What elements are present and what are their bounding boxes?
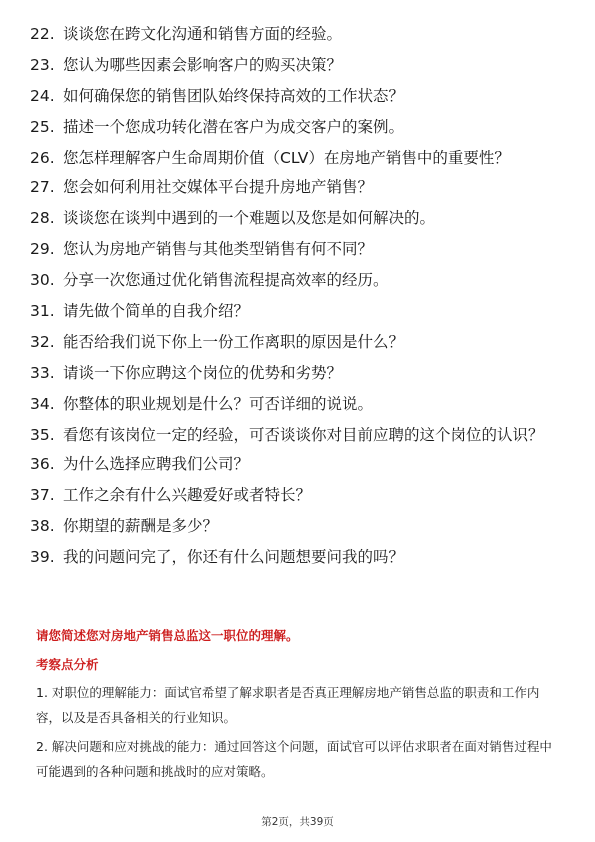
- question-text: 如何确保您的销售团队始终保持高效的工作状态？: [63, 87, 405, 105]
- question-item: [0, 86, 595, 107]
- analysis-point: 1. 对职位的理解能力：面试官希望了解求职者是否真正理解房地产销售总监的职责和工作内容，以及是否具备相关的行业知识。: [36, 685, 540, 725]
- question-item: [0, 239, 595, 260]
- question-text: 为什么选择应聘我们公司？: [63, 455, 250, 473]
- question-number: 27.: [30, 178, 55, 196]
- page-footer: 第2页，共39页: [261, 816, 334, 828]
- analysis-heading: 考察点分析: [36, 657, 99, 672]
- question-text: 你整体的职业规划是什么？可否详细的说说。: [63, 395, 374, 413]
- question-item: [0, 148, 595, 169]
- question-item: [0, 332, 595, 353]
- interview-prompt: 请您简述您对房地产销售总监这一职位的理解。: [36, 628, 299, 643]
- question-text: 请谈一下你应聘这个岗位的优势和劣势？: [63, 364, 343, 382]
- question-number: 37.: [30, 486, 55, 504]
- question-item: [0, 363, 595, 384]
- question-number: 28.: [30, 209, 55, 227]
- question-text: 您认为房地产销售与其他类型销售有何不同？: [63, 240, 374, 258]
- question-text: 谈谈您在跨文化沟通和销售方面的经验。: [63, 25, 343, 43]
- question-text: 分享一次您通过优化销售流程提高效率的经历。: [63, 271, 389, 289]
- question-text: 谈谈您在谈判中遇到的一个难题以及您是如何解决的。: [63, 209, 436, 227]
- question-item: [0, 117, 595, 138]
- question-item: [0, 270, 595, 291]
- question-text: 你期望的薪酬是多少？: [63, 517, 219, 535]
- question-item: [0, 24, 595, 45]
- question-text: 我的问题问完了，你还有什么问题想要问我的吗？: [63, 548, 405, 566]
- question-text: 您认为哪些因素会影响客户的购买决策？: [63, 56, 343, 74]
- question-text: 请先做个简单的自我介绍？: [63, 302, 250, 320]
- question-number: 31.: [30, 302, 55, 320]
- question-number: 33.: [30, 364, 55, 382]
- question-text: 您怎样理解客户生命周期价值（CLV）在房地产销售中的重要性？: [63, 149, 510, 167]
- question-item: [0, 394, 595, 415]
- question-item: [0, 516, 595, 537]
- question-number: 22.: [30, 25, 55, 43]
- question-text: 您会如何利用社交媒体平台提升房地产销售？: [63, 178, 374, 196]
- question-number: 32.: [30, 333, 55, 351]
- question-item: [0, 177, 595, 198]
- question-item: [0, 454, 595, 475]
- question-number: 24.: [30, 87, 55, 105]
- question-number: 39.: [30, 548, 55, 566]
- question-number: 38.: [30, 517, 55, 535]
- question-item: [0, 301, 595, 322]
- question-item: [0, 485, 595, 506]
- analysis-body: [36, 680, 564, 788]
- question-item: [0, 547, 595, 568]
- question-number: 36.: [30, 455, 55, 473]
- analysis-point: 2. 解决问题和应对挑战的能力：通过回答这个问题，面试官可以评估求职者在面对销售过程中可能遇到的各种问题和挑战时的应对策略。: [36, 739, 552, 779]
- question-item: [0, 55, 595, 76]
- question-number: 29.: [30, 240, 55, 258]
- question-text: 工作之余有什么兴趣爱好或者特长？: [63, 486, 312, 504]
- question-number: 35.: [30, 426, 55, 444]
- question-text: 描述一个您成功转化潜在客户为成交客户的案例。: [63, 118, 405, 136]
- question-list: [0, 24, 595, 578]
- question-text: 能否给我们说下你上一份工作离职的原因是什么？: [63, 333, 405, 351]
- question-text: 看您有该岗位一定的经验，可否谈谈你对目前应聘的这个岗位的认识？: [63, 426, 544, 444]
- question-number: 25.: [30, 118, 55, 136]
- question-number: 30.: [30, 271, 55, 289]
- question-number: 26.: [30, 149, 55, 167]
- question-item: [0, 425, 595, 446]
- question-item: [0, 208, 595, 229]
- question-number: 34.: [30, 395, 55, 413]
- question-number: 23.: [30, 56, 55, 74]
